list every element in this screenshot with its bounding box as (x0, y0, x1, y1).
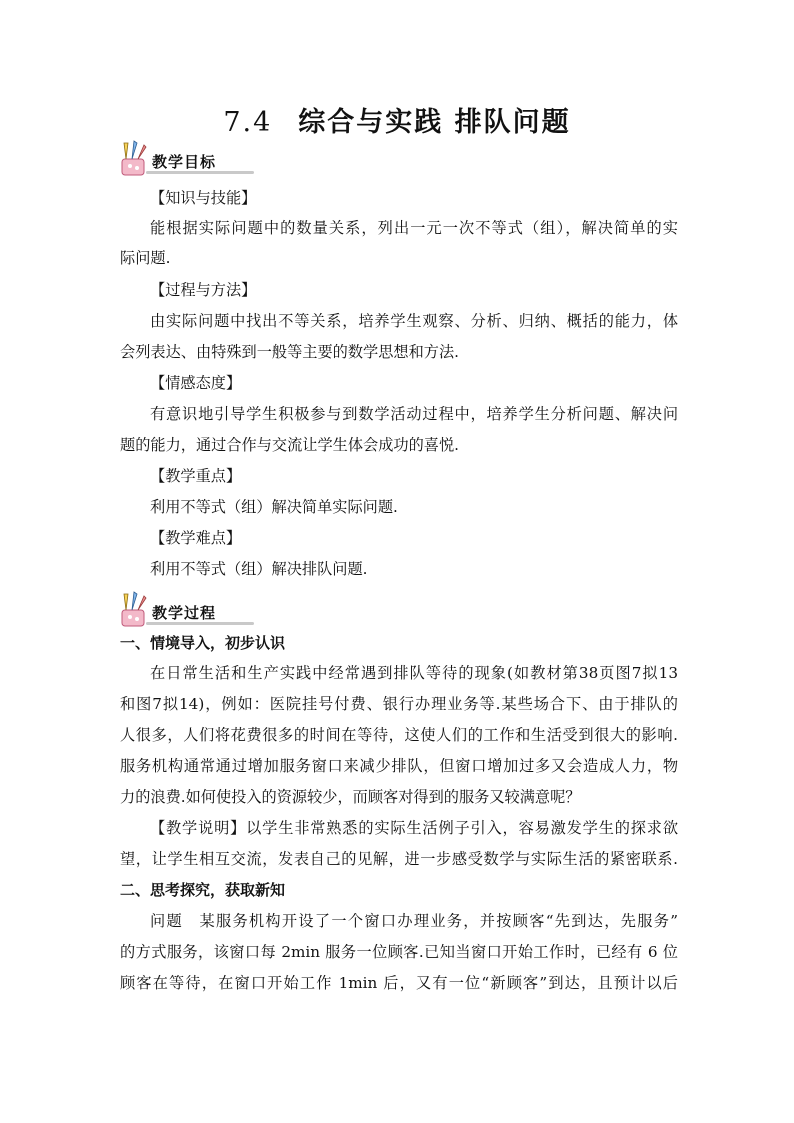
emotion-text-2: 题的能力，通过合作与交流让学生体会成功的喜悦. (120, 436, 459, 454)
section2-paragraph1-line3: 顾客在等待，在窗口开始工作 1min 后，又有一位“新顾客”到达，且预计以后 (120, 974, 678, 992)
section-banner-goals (116, 147, 242, 175)
process-text-2: 会列表达、由特殊到一般等主要的数学思想和方法. (120, 343, 459, 361)
title-number: 7.4 (223, 107, 273, 138)
banner-underline (146, 171, 254, 174)
process-text-1: 由实际问题中找出不等关系，培养学生观察、分析、归纳、概括的能力，体 (150, 312, 678, 330)
process-heading: 【过程与方法】 (150, 281, 257, 299)
emotion-heading: 【情感态度】 (150, 374, 242, 392)
section1-paragraph1-line4: 服务机构通常通过增加服务窗口来减少排队，但窗口增加过多又会造成人力，物 (120, 757, 678, 775)
page-title (0, 100, 794, 139)
banner-underline (146, 622, 254, 625)
section1-paragraph1-line2: 和图7拟14)，例如：医院挂号付费、银行办理业务等.某些场合下、由于排队的 (120, 695, 678, 713)
knowledge-text-2: 际问题. (120, 249, 171, 267)
key-point-text: 利用不等式（组）解决简单实际问题. (150, 498, 398, 516)
section1-paragraph2-line2: 望，让学生相互交流，发表自己的见解，进一步感受数学与实际生活的紧密联系. (120, 850, 678, 868)
section-banner-process (116, 598, 242, 626)
knowledge-text-1: 能根据实际问题中的数量关系，列出一元一次不等式（组），解决简单的实 (150, 219, 678, 237)
difficult-point-heading: 【教学难点】 (150, 529, 242, 547)
key-point-heading: 【教学重点】 (150, 467, 242, 485)
section2-paragraph1-line1: 问题 某服务机构开设了一个窗口办理业务，并按顾客“先到达，先服务” (150, 912, 678, 930)
knowledge-heading: 【知识与技能】 (150, 189, 257, 207)
section1-heading: 一、情境导入，初步认识 (120, 634, 286, 652)
title-text: 综合与实践 排队问题 (298, 107, 571, 138)
section1-paragraph1-line5: 力的浪费.如何使投入的资源较少，而顾客对得到的服务又较满意呢？ (120, 788, 581, 806)
section1-paragraph2-line1: 【教学说明】以学生非常熟悉的实际生活例子引入，容易激发学生的探求欲 (150, 819, 678, 837)
banner-label-goals: 教学目标 (152, 153, 217, 171)
banner-label-process: 教学过程 (152, 604, 217, 622)
section2-heading: 二、思考探究，获取新知 (120, 881, 286, 899)
section1-paragraph1-line1: 在日常生活和生产实践中经常遇到排队等待的现象(如教材第38页图7拟13 (150, 664, 678, 682)
difficult-point-text: 利用不等式（组）解决排队问题. (150, 560, 368, 578)
section2-paragraph1-line2: 的方式服务，该窗口每 2min 服务一位顾客.已知当窗口开始工作时，已经有 6 位 (120, 943, 678, 961)
emotion-text-1: 有意识地引导学生积极参与到数学活动过程中，培养学生分析问题、解决问 (150, 405, 678, 423)
section1-paragraph1-line3: 人很多，人们将花费很多的时间在等待，这使人们的工作和生活受到很大的影响. (120, 726, 678, 744)
